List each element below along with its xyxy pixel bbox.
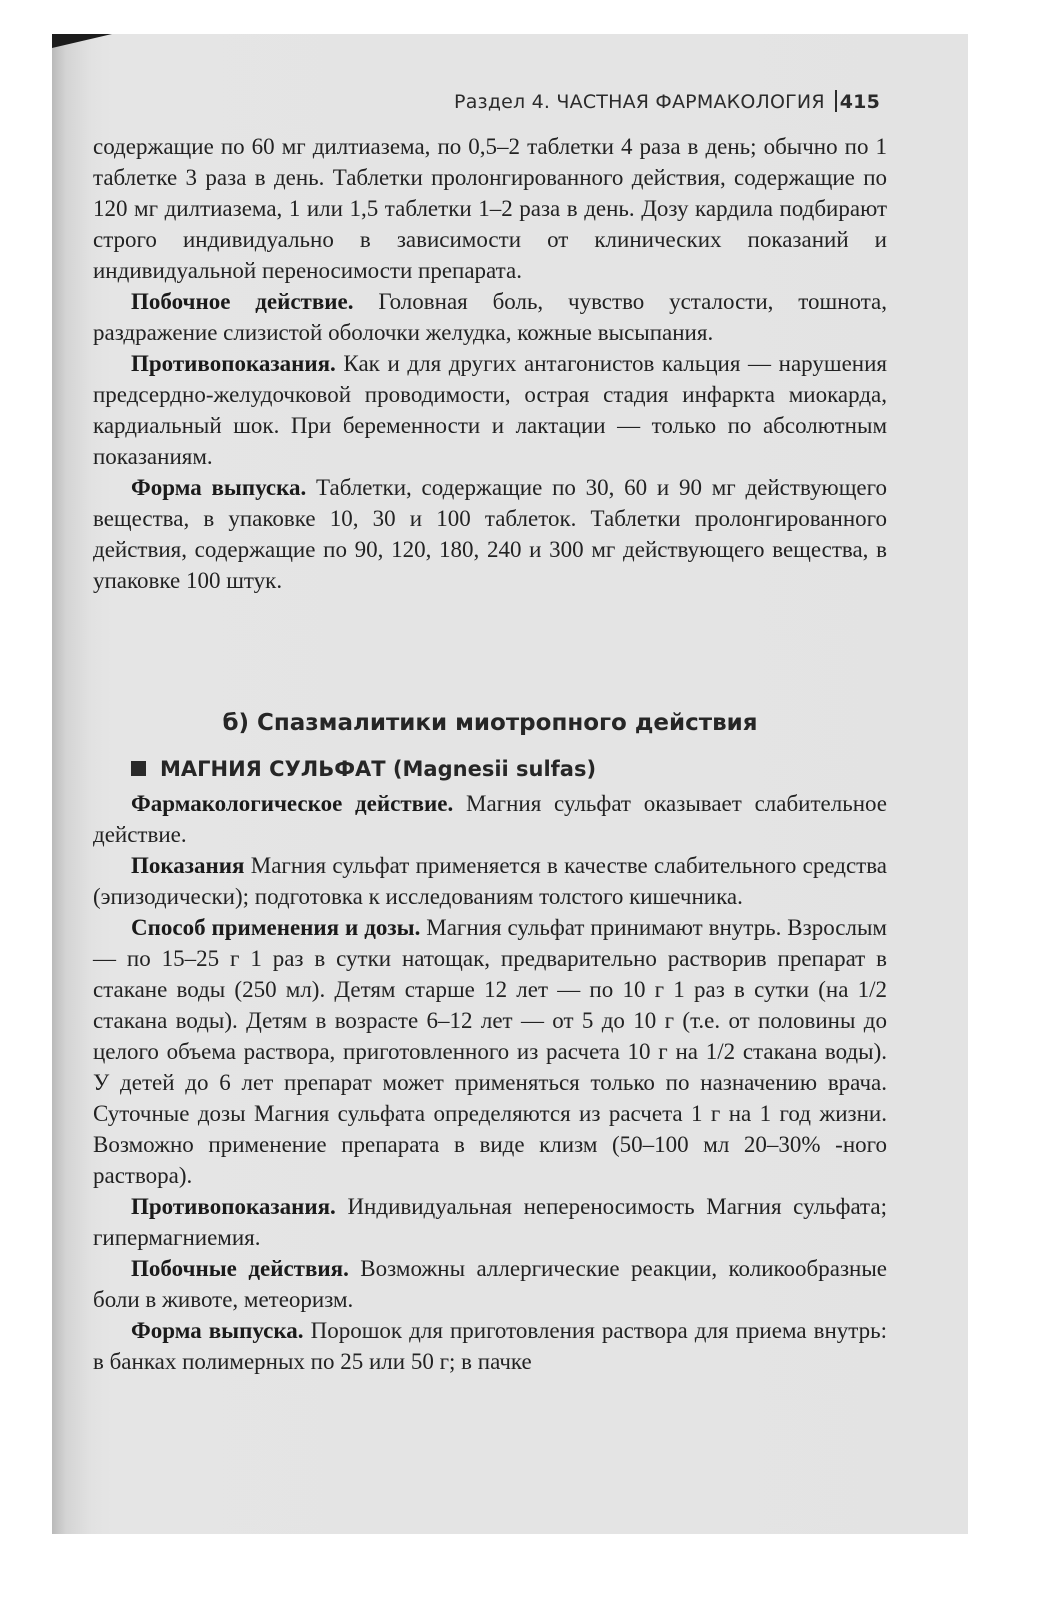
- drug-contraindications-label: Противопоказания.: [131, 1194, 336, 1219]
- top-text-block: [93, 131, 887, 596]
- contraindications-paragraph: [93, 348, 887, 472]
- dosage-text: Магния сульфат принимают внутрь. Взрослым — по 15–25 г 1 раз в сутки натощак, предварительно растворив препарат в стакане воды (250 мл). Детям старше 12 лет — по 10 г 1 раз в сутки (на 1/2 стакана воды). Детям в возрасте 6–12 лет — от 5 до 10 г (т.е. от половины до целого объема раствора, приготовленного из расчета 10 г на 1/2 стакана воды). У детей до 6 лет препарат может применяться только по назначению врача. Суточные дозы Магния сульфата определяются из расчета 1 г на 1 год жизни. Возможно применение препарата в виде клизм (50–100 мл 20–30% -ного раствора).: [93, 915, 887, 1188]
- header-divider: [835, 90, 837, 112]
- section-heading: б) Спазмалитики миотропного действия: [222, 710, 758, 736]
- side-effects-paragraph: [93, 286, 887, 348]
- dosage-paragraph: [93, 912, 887, 1191]
- drug-text-block: [93, 788, 887, 1377]
- page-number: 415: [839, 91, 880, 113]
- contraindications-label: Противопоказания.: [131, 351, 336, 376]
- indications-paragraph: [93, 850, 887, 912]
- scan-corner-shadow: [52, 34, 112, 48]
- drug-contraindications-paragraph: [93, 1191, 887, 1253]
- drug-contraindications-text: Индивидуальная непереносимость Магния сульфата; гипермагниемия.: [93, 1194, 887, 1250]
- contraindications-text: Как и для других антагонистов кальция — нарушения предсердно-желудочковой проводимости, острая стадия инфаркта миокарда, кардиальный шок. При беременности и лактации — только по абсолютным показаниям.: [93, 351, 887, 469]
- drug-side-effects-label: Побочные действия.: [131, 1256, 349, 1281]
- drug-side-effects-paragraph: [93, 1253, 887, 1315]
- pharm-action-paragraph: [93, 788, 887, 850]
- drug-release-form-paragraph: [93, 1315, 887, 1377]
- drug-side-effects-text: Возможны аллергические реакции, коликообразные боли в животе, метеоризм.: [93, 1256, 888, 1312]
- pharm-action-label: Фармакологическое действие.: [131, 791, 454, 816]
- dosage-label: Способ применения и дозы.: [131, 915, 421, 940]
- release-form-paragraph: [93, 472, 887, 596]
- indications-text: Магния сульфат применяется в качестве слабительного средства (эпизодически); подготовка к исследованиям толстого кишечника.: [93, 853, 887, 909]
- drug-name: МАГНИЯ СУЛЬФАТ (Magnesii sulfas): [160, 757, 597, 781]
- side-effects-text: Головная боль, чувство усталости, тошнота, раздражение слизистой оболочки желудка, кожные высыпания.: [93, 289, 888, 345]
- square-bullet-icon: [131, 761, 146, 776]
- running-header: [454, 90, 880, 113]
- indications-label: Показания: [131, 853, 245, 878]
- drug-release-form-text: Порошок для приготовления раствора для приема внутрь: в банках полимерных по 25 или 50 г; в пачке: [93, 1318, 887, 1374]
- side-effects-label: Побочное действие.: [131, 289, 354, 314]
- drug-release-form-label: Форма выпуска.: [131, 1318, 304, 1343]
- release-form-label: Форма выпуска.: [131, 475, 307, 500]
- running-title: Раздел 4. ЧАСТНАЯ ФАРМАКОЛОГИЯ: [454, 91, 825, 113]
- pharm-action-text: Магния сульфат оказывает слабительное действие.: [93, 791, 887, 847]
- drug-heading: [131, 757, 596, 781]
- continuation-paragraph: содержащие по 60 мг дилтиазема, по 0,5–2 таблетки 4 раза в день; обычно по 1 таблетке 3 раза в день. Таблетки пролонгированного действия, содержащие по 120 мг дилтиазема, 1 или 1,5 таблетки 1–2 раза в день. Дозу кардила подбирают строго индивидуально в зависимости от клинических показаний и индивидуальной переносимости препарата.: [93, 134, 887, 283]
- release-form-text: Таблетки, содержащие по 30, 60 и 90 мг действующего вещества, в упаковке 10, 30 и 100 таблеток. Таблетки пролонгированного действия, содержащие по 90, 120, 180, 240 и 300 мг действующего вещества, в упаковке 100 штук.: [93, 475, 887, 593]
